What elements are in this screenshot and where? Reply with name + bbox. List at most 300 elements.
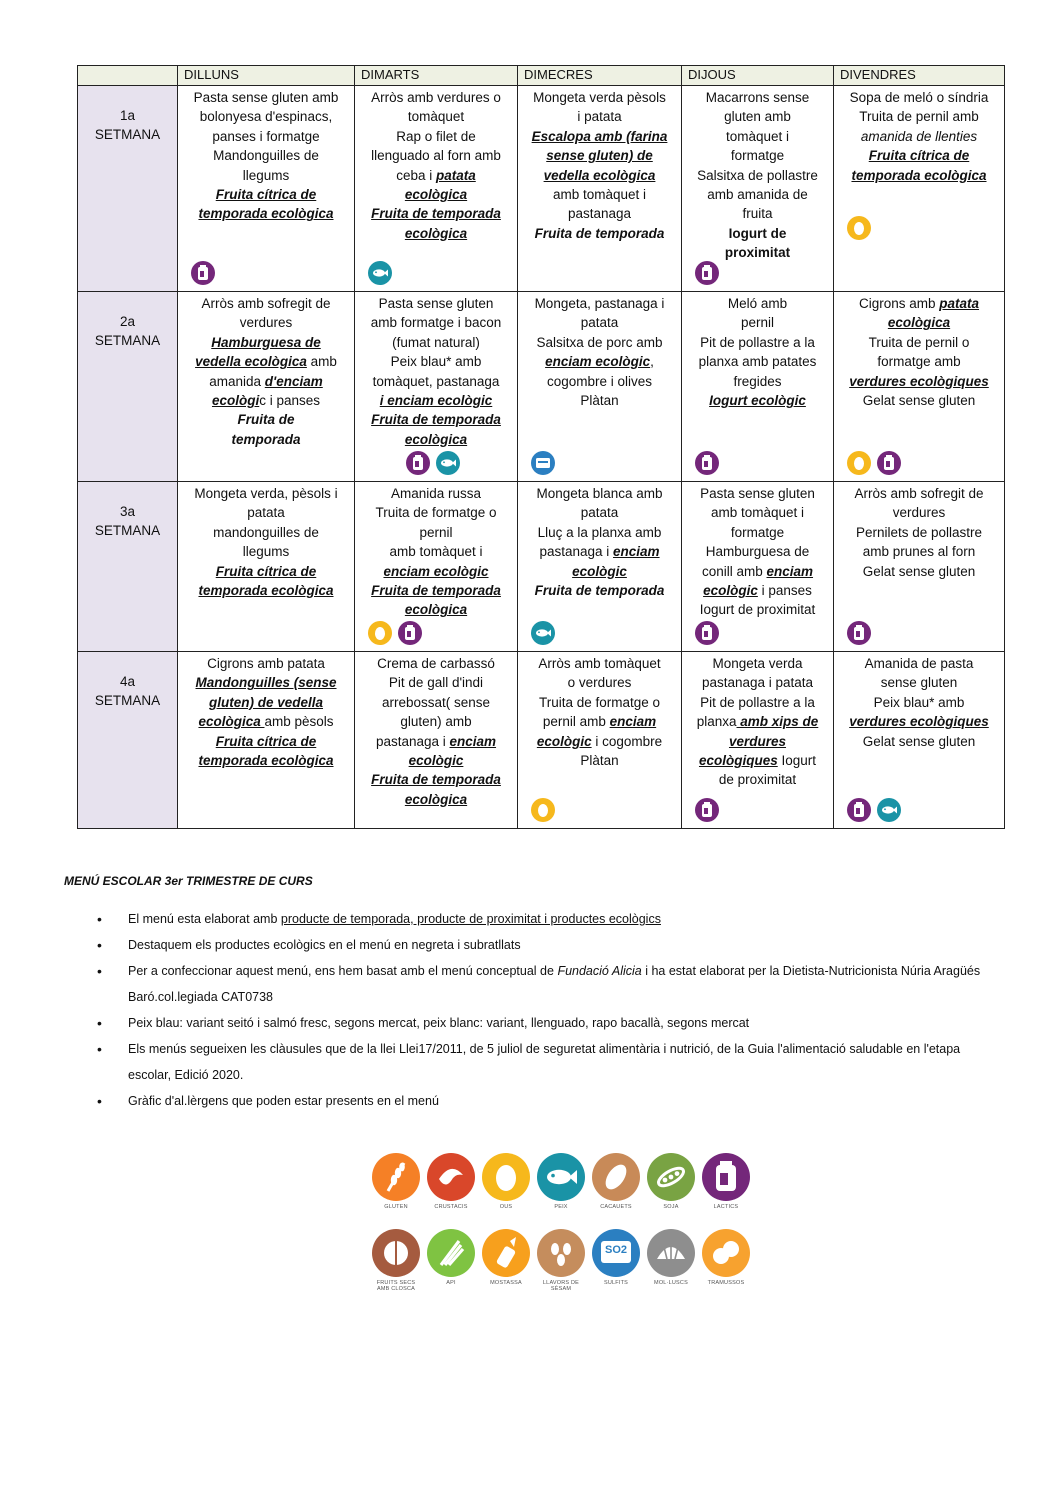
menu-line <box>522 146 677 165</box>
allergen-item <box>370 1153 422 1210</box>
menu-text: patata <box>580 315 619 331</box>
menu-cell-dijous <box>682 86 834 292</box>
eco-product: ecològic <box>536 733 592 749</box>
menu-text: amb pèsols <box>264 714 334 730</box>
menu-line <box>359 127 513 146</box>
menu-line <box>359 503 513 522</box>
menu-line <box>522 372 677 391</box>
menu-line <box>686 693 829 712</box>
allergen-caption: CACAUETS <box>600 1204 632 1210</box>
menu-cell-dimecres <box>518 86 682 292</box>
menu-cell-divendres <box>834 292 1005 482</box>
eco-product: Fruita de temporada <box>371 412 501 428</box>
eco-product: enciam <box>766 563 814 579</box>
menu-line <box>522 712 677 731</box>
menu-text: Gelat sense gluten <box>862 733 976 749</box>
note-text: El menú esta elaborat amb <box>128 912 281 926</box>
eco-product: Fruita cítrica de <box>868 148 970 164</box>
table-header-row <box>78 66 1005 86</box>
eco-product: verdures <box>728 733 787 749</box>
eco-product: patata <box>939 296 980 311</box>
week-label-line: SETMANA <box>94 333 161 348</box>
eco-product: ecològica <box>404 791 468 807</box>
menu-cell-dilluns <box>178 652 355 829</box>
menu-cell-dimecres <box>518 292 682 482</box>
menu-cell-dijous <box>682 482 834 652</box>
menu-text: cogombre i olives <box>546 373 653 389</box>
eco-product: temporada ecològica <box>851 167 987 183</box>
allergen-caption: LACTICS <box>713 1204 739 1210</box>
menu-text: Gelat sense gluten <box>862 393 976 409</box>
menu-line <box>359 562 513 581</box>
eco-product: ecològic <box>703 583 758 599</box>
menu-cell-divendres <box>834 652 1005 829</box>
menu-line <box>359 294 513 313</box>
allergen-caption: TRAMUSSOS <box>707 1280 745 1286</box>
menu-line <box>522 542 677 561</box>
menu-line <box>359 712 513 731</box>
note-text: Els menús segueixen les clàusules que de la llei Llei17/2011, de 5 juliol de seguretat alimentària i nutrició, de la Guia l'alimentació saludable en l'etapa escolar, Edició 2020. <box>128 1042 961 1082</box>
menu-line <box>686 333 829 352</box>
lactics-icon <box>695 798 719 822</box>
allergen-item <box>700 1229 752 1286</box>
menu-line <box>359 693 513 712</box>
menu-text: patata <box>247 505 285 521</box>
peix-icon <box>436 451 460 475</box>
menu-text: amb tomàquet i <box>552 187 647 203</box>
menu-text: Iogurt de proximitat <box>699 602 816 618</box>
menu-line <box>686 751 829 770</box>
allergen-icons <box>355 451 517 477</box>
menu-line <box>182 673 350 692</box>
menu-cell-dijous <box>682 292 834 482</box>
eco-product: ecològica <box>404 225 468 241</box>
eco-product: ecològi <box>211 393 260 409</box>
menu-line <box>182 693 350 712</box>
ou-icon <box>368 621 392 645</box>
menu-line <box>359 185 513 204</box>
lactics-icon <box>191 261 215 285</box>
menu-line <box>182 523 350 542</box>
menu-line <box>686 243 829 262</box>
menu-text: conill amb <box>701 563 767 579</box>
allergen-caption: MOSTASSA <box>490 1280 522 1286</box>
menu-text: amb prunes al forn <box>862 544 976 560</box>
menu-line <box>838 693 1000 712</box>
menu-text: Pit de pollastre a la <box>700 694 815 710</box>
allergen-caption: FRUITS SECS AMB CLOSCA <box>376 1280 416 1292</box>
menu-line <box>838 484 1000 503</box>
notes-list <box>64 906 1004 1114</box>
allergen-item <box>480 1229 532 1286</box>
menu-line <box>686 673 829 692</box>
week-label <box>78 292 178 482</box>
menu-line <box>182 204 350 223</box>
menu-line <box>686 581 829 600</box>
menu-line <box>686 166 829 185</box>
note-item <box>128 1010 1004 1036</box>
menu-line <box>686 372 829 391</box>
menu-line <box>182 166 350 185</box>
week-row <box>78 482 1005 652</box>
allergen-icons <box>355 621 517 647</box>
menu-line <box>182 712 350 731</box>
week-label-line: SETMANA <box>94 523 161 538</box>
menu-text: Rap o filet de <box>396 128 476 144</box>
menu-text: Arròs amb tomàquet <box>538 656 661 671</box>
menu-text: Salsitxa de porc amb <box>536 334 663 350</box>
menu-text: pernil <box>740 315 775 331</box>
menu-line <box>522 333 677 352</box>
allergen-caption: SULFITS <box>603 1280 628 1286</box>
menu-text: amb amanida de <box>707 187 808 203</box>
allergen-chart <box>370 1153 770 1303</box>
crustacis-icon <box>427 1153 475 1201</box>
peix-icon <box>537 1153 585 1201</box>
menu-line <box>838 654 1000 673</box>
eco-product: ecològica <box>198 714 265 730</box>
menu-line <box>359 204 513 223</box>
menu-text: i patata <box>577 109 622 125</box>
menu-line <box>686 224 829 243</box>
menu-text: Pasta sense gluten <box>700 486 815 501</box>
notes-section <box>64 874 1004 1114</box>
menu-cell-dilluns <box>178 86 355 292</box>
menu-text: c i panses <box>259 393 321 409</box>
menu-line <box>522 654 677 673</box>
menu-text: Sopa de meló o síndria <box>849 90 989 105</box>
menu-line <box>522 352 677 371</box>
menu-text: formatge <box>730 524 785 540</box>
menu-text: amanida <box>209 373 265 389</box>
fruits-secs-icon <box>372 1229 420 1277</box>
menu-text: Amanida russa <box>390 486 482 501</box>
menu-line <box>686 770 829 789</box>
menu-text: Lluç a la planxa amb <box>537 524 662 540</box>
menu-line <box>522 391 677 410</box>
menu-line <box>838 352 1000 371</box>
menu-text: Fruita de temporada <box>534 225 665 241</box>
menu-line <box>182 146 350 165</box>
menu-text: pastanaga i <box>539 544 614 560</box>
menu-line <box>522 294 677 313</box>
menu-line <box>359 333 513 352</box>
menu-line <box>838 313 1000 332</box>
menu-text: de proximitat <box>718 772 797 788</box>
menu-text: pastanaga <box>567 206 632 222</box>
menu-text: Pasta sense gluten amb <box>193 90 339 105</box>
note-item <box>128 958 1004 1010</box>
menu-text: pernil <box>419 524 453 540</box>
header-dimarts: DIMARTS <box>355 66 518 86</box>
menu-text: Pasta sense gluten <box>378 296 494 311</box>
menu-text: verdures <box>239 315 293 331</box>
menu-line <box>182 88 350 107</box>
eco-product: Fruita cítrica de <box>215 733 317 749</box>
menu-line <box>686 654 829 673</box>
menu-line <box>522 166 677 185</box>
menu-line <box>359 224 513 243</box>
week-label-line: SETMANA <box>94 127 161 142</box>
menu-line <box>182 313 350 332</box>
allergen-item <box>370 1229 422 1292</box>
menu-text: planxa amb patates <box>698 354 817 370</box>
menu-text: Fruita de <box>237 412 295 428</box>
eco-product: vedella ecològica <box>543 167 656 183</box>
menu-line <box>838 523 1000 542</box>
menu-text: verdures <box>892 505 946 521</box>
menu-line <box>182 542 350 561</box>
eco-product: temporada ecològica <box>198 206 334 222</box>
lactics-icon <box>847 798 871 822</box>
menu-text: Fruita de temporada <box>534 583 665 599</box>
lactics-icon <box>695 621 719 645</box>
menu-text: Arròs amb verdures o <box>371 90 501 105</box>
eco-product: Escalopa amb (farina <box>531 128 668 144</box>
menu-line <box>359 391 513 410</box>
menu-line <box>686 484 829 503</box>
menu-line <box>838 391 1000 410</box>
menu-line <box>838 127 1000 146</box>
menu-text: Peix blau* amb <box>873 694 965 710</box>
menu-text: gluten amb <box>724 109 791 125</box>
menu-line <box>182 410 350 429</box>
menu-text: Hamburguesa de <box>705 544 810 560</box>
lactics-icon <box>702 1153 750 1201</box>
allergen-item <box>590 1153 642 1210</box>
menu-text: Mongeta verda, pèsols i <box>194 486 338 501</box>
note-item <box>128 932 1004 958</box>
cacauets-icon <box>592 1153 640 1201</box>
menu-text: patata <box>580 505 619 521</box>
week-label-line: 2a <box>119 314 136 329</box>
menu-line <box>522 185 677 204</box>
header-dimecres: DIMECRES <box>518 66 682 86</box>
week-label-line: 4a <box>119 674 136 689</box>
menu-line <box>686 146 829 165</box>
allergen-icons <box>834 451 1004 477</box>
menu-line <box>182 294 350 313</box>
menu-line <box>522 693 677 712</box>
peix-icon <box>368 261 392 285</box>
eco-product: ecològica <box>887 315 951 331</box>
allergen-icons <box>518 798 681 824</box>
eco-product: verdures ecològiques <box>849 714 989 730</box>
menu-line <box>359 430 513 449</box>
note-text: Gràfic d'al.lèrgens que poden estar presents en el menú <box>128 1094 439 1108</box>
menu-line <box>522 107 677 126</box>
header-dilluns: DILLUNS <box>178 66 355 86</box>
menu-line <box>838 333 1000 352</box>
menu-line <box>359 146 513 165</box>
sesam-icon <box>537 1229 585 1277</box>
eco-product: enciam <box>613 544 660 560</box>
eco-product: enciam ecològic <box>545 354 651 370</box>
menu-line <box>359 542 513 561</box>
ou-icon <box>847 216 871 240</box>
menu-line <box>522 88 677 107</box>
note-text: Peix blau: variant seitó i salmó fresc, segons mercat, peix blanc: variant, llenguado, rapo bacallà, segons mercat <box>128 1016 750 1030</box>
allergen-item <box>645 1153 697 1210</box>
lactics-icon <box>398 621 422 645</box>
menu-text: Mongeta verda pèsols <box>533 90 666 105</box>
menu-text: Mongeta, pastanaga i <box>534 296 665 311</box>
menu-line <box>686 600 829 619</box>
menu-line <box>686 562 829 581</box>
soja-icon <box>647 1153 695 1201</box>
menu-text: formatge <box>730 148 785 164</box>
week-label-line: SETMANA <box>94 693 161 708</box>
peix-icon <box>531 621 555 645</box>
menu-line <box>522 523 677 542</box>
menu-text: mandonguilles de <box>213 524 319 540</box>
menu-text: i panses <box>757 583 812 599</box>
allergen-item <box>480 1153 532 1210</box>
allergen-icons <box>355 261 517 287</box>
menu-text: Mandonguilles de <box>213 148 319 164</box>
menu-text: Plàtan <box>580 393 619 409</box>
menu-text: , <box>650 354 654 370</box>
menu-line <box>359 732 513 751</box>
menu-text: planxa <box>696 714 737 730</box>
menu-line <box>522 732 677 751</box>
sulfits-label: SO2 <box>604 1244 627 1256</box>
menu-text: Peix blau* amb <box>390 354 482 370</box>
menu-line <box>359 352 513 371</box>
menu-line <box>182 430 350 449</box>
menu-line <box>359 107 513 126</box>
eco-product: i enciam ecològic <box>379 393 493 409</box>
menu-text: amb formatge i bacon <box>370 315 502 331</box>
menu-line <box>686 523 829 542</box>
menu-line <box>359 484 513 503</box>
allergen-caption: MOL·LUSCS <box>654 1280 688 1286</box>
menu-text: gluten) amb <box>400 714 472 730</box>
menu-line <box>522 562 677 581</box>
menu-text: Cigrons amb <box>858 296 940 311</box>
menu-line <box>838 503 1000 522</box>
menu-line <box>359 523 513 542</box>
eco-product: ecològic <box>572 563 627 579</box>
allergen-icons <box>834 798 1004 824</box>
menu-text: pastanaga i patata <box>701 675 814 691</box>
eco-product: Fruita cítrica de <box>215 563 317 579</box>
menu-line <box>522 224 677 243</box>
menu-line <box>359 770 513 789</box>
menu-cell-dimarts <box>355 292 518 482</box>
menu-text: bolonyesa d'espinacs, <box>199 109 333 125</box>
allergen-icons <box>178 261 354 287</box>
allergen-item <box>425 1153 477 1210</box>
menu-line <box>686 352 829 371</box>
menu-line <box>686 391 829 410</box>
menu-text: (fumat natural) <box>392 334 480 350</box>
menu-cell-dimarts <box>355 652 518 829</box>
menu-cell-dimecres <box>518 652 682 829</box>
menu-text: amb tomàquet i <box>389 544 483 560</box>
menu-cell-dimecres <box>518 482 682 652</box>
menu-text: sense gluten <box>880 675 958 691</box>
menu-text: o verdures <box>567 675 632 691</box>
eco-product: Fruita de temporada <box>371 206 501 222</box>
week-label <box>78 482 178 652</box>
eco-product: enciam ecològic <box>383 563 489 579</box>
menu-line <box>522 503 677 522</box>
eco-product: Mandonguilles (sense <box>195 675 337 691</box>
eco-product: ecològica <box>404 431 468 447</box>
menu-title: MENÚ ESCOLAR 3er TRIMESTRE DE CURS <box>64 874 313 888</box>
note-item <box>128 1036 1004 1088</box>
eco-product: Fruita cítrica de <box>215 187 317 203</box>
eco-product: ecològic <box>408 753 464 769</box>
lactics-icon <box>695 451 719 475</box>
allergen-caption: CRUSTACIS <box>434 1204 468 1210</box>
menu-text: pernil amb <box>542 714 610 730</box>
week-label-line: 1a <box>119 108 136 123</box>
menu-line <box>838 673 1000 692</box>
menu-line <box>359 654 513 673</box>
menu-line <box>182 484 350 503</box>
menu-line <box>838 166 1000 185</box>
menu-line <box>686 127 829 146</box>
menu-line <box>359 581 513 600</box>
menu-cell-divendres <box>834 86 1005 292</box>
allergen-icons <box>834 216 1004 242</box>
menu-line <box>359 600 513 619</box>
menu-text: ceba i <box>396 167 436 183</box>
menu-text: temporada <box>231 431 301 447</box>
menu-text: fruita <box>742 206 773 222</box>
menu-line <box>686 204 829 223</box>
menu-line <box>359 313 513 332</box>
allergen-icons <box>518 621 681 647</box>
menu-text: tomàquet <box>407 109 465 125</box>
menu-text: Crema de carbassó <box>377 656 495 671</box>
menu-line <box>522 581 677 600</box>
menu-line <box>686 732 829 751</box>
week-row <box>78 86 1005 292</box>
menu-text: Macarrons sense <box>705 90 810 105</box>
ou-icon <box>847 451 871 475</box>
header-dijous: DIJOUS <box>682 66 834 86</box>
menu-line <box>686 185 829 204</box>
menu-cell-dilluns <box>178 292 355 482</box>
menu-text: Meló amb <box>727 296 788 311</box>
menu-text: Truita de pernil o <box>868 334 970 350</box>
menu-line <box>359 790 513 809</box>
eco-product: ecològiques <box>698 753 778 769</box>
week-row <box>78 292 1005 482</box>
menu-text: llegums <box>242 167 290 183</box>
menu-line <box>838 146 1000 165</box>
menu-text: Iogurt de <box>728 225 787 241</box>
menu-text: Pit de pollastre a la <box>700 334 815 350</box>
menu-line <box>522 484 677 503</box>
tramussos-icon <box>702 1229 750 1277</box>
menu-text: panses i formatge <box>212 128 320 144</box>
menu-line <box>838 294 1000 313</box>
menu-text: Truita de formatge o <box>538 694 661 710</box>
menu-line <box>522 673 677 692</box>
allergen-item <box>590 1229 642 1286</box>
menu-line <box>686 542 829 561</box>
menu-line <box>359 673 513 692</box>
eco-product: patata <box>436 167 476 183</box>
menu-line <box>686 107 829 126</box>
menu-text: tomàquet, pastanaga <box>372 373 500 389</box>
week-label <box>78 86 178 292</box>
menu-text: Pernilets de pollastre <box>855 524 983 540</box>
